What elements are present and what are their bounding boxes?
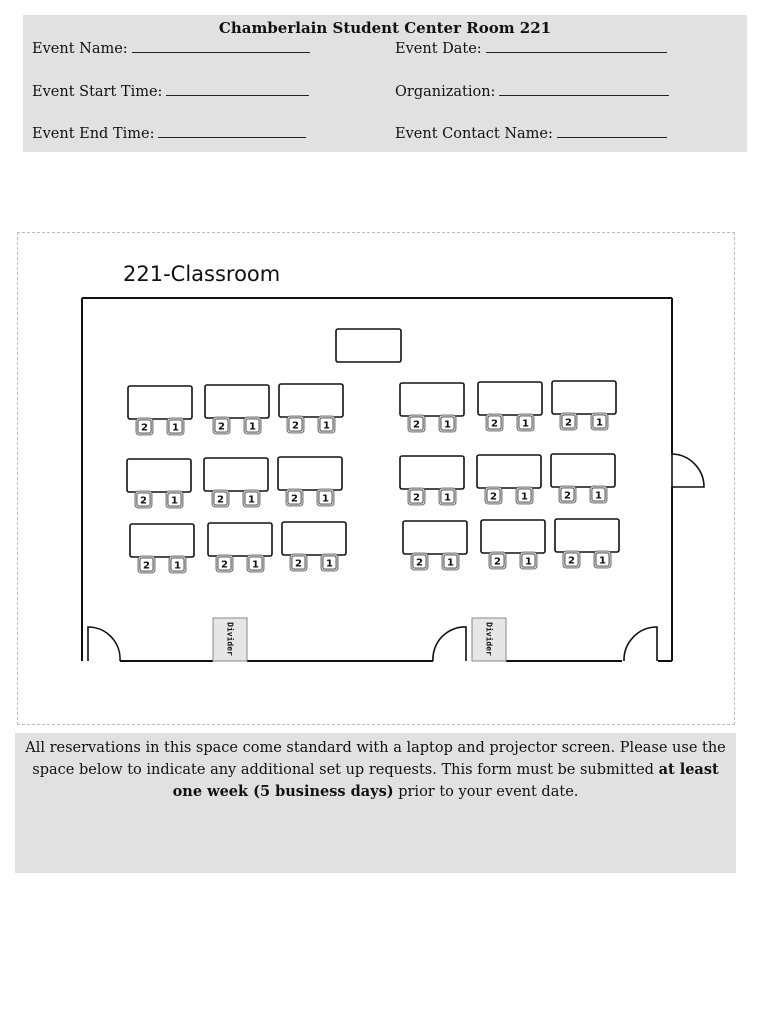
student-table-8 xyxy=(204,458,268,507)
table-top xyxy=(204,458,268,491)
chair xyxy=(247,555,264,572)
chair-label: 2 xyxy=(564,490,571,502)
chair xyxy=(317,489,334,506)
event-contact-name-label: Event Contact Name: xyxy=(395,126,553,142)
chair-label: 1 xyxy=(172,422,179,434)
table-top xyxy=(477,455,541,488)
chair xyxy=(136,418,153,435)
chair-label: 1 xyxy=(171,495,178,507)
door-east xyxy=(672,454,704,487)
chair-label: 1 xyxy=(521,491,528,503)
student-table-2 xyxy=(205,385,269,434)
table-top xyxy=(400,456,464,489)
chair xyxy=(442,553,459,570)
chair xyxy=(286,489,303,506)
chair xyxy=(216,555,233,572)
table-top xyxy=(279,384,343,417)
chair-label: 1 xyxy=(447,557,454,569)
chair-label: 2 xyxy=(221,559,228,571)
chair-label: 2 xyxy=(490,491,497,503)
chair xyxy=(212,490,229,507)
table-top xyxy=(552,381,616,414)
chair-label: 2 xyxy=(413,419,420,431)
setup-requests-box[interactable] xyxy=(15,733,736,873)
event-start-time-label: Event Start Time: xyxy=(32,84,163,100)
chair-label: 2 xyxy=(218,421,225,433)
student-table-3 xyxy=(279,384,343,433)
chair xyxy=(167,418,184,435)
divider-left-label: Divider xyxy=(225,622,235,656)
table-top xyxy=(481,520,545,553)
chair-label: 2 xyxy=(291,493,298,505)
chair xyxy=(244,417,261,434)
chair-label: 1 xyxy=(522,418,529,430)
student-table-15 xyxy=(282,522,346,571)
chair-label: 2 xyxy=(292,420,299,432)
table-top xyxy=(555,519,619,552)
chair xyxy=(138,556,155,573)
room-label: 221-Classroom xyxy=(123,262,281,286)
chair-label: 1 xyxy=(596,417,603,429)
chair xyxy=(169,556,186,573)
chair xyxy=(408,488,425,505)
table-top xyxy=(128,386,192,419)
table-top xyxy=(127,459,191,492)
table-top xyxy=(130,524,194,557)
chair-label: 2 xyxy=(140,495,147,507)
door-center xyxy=(433,627,466,661)
chair-label: 1 xyxy=(252,559,259,571)
student-table-5 xyxy=(478,382,542,431)
table-top xyxy=(403,521,467,554)
door-right xyxy=(624,627,657,661)
table-top xyxy=(205,385,269,418)
chair-label: 2 xyxy=(295,558,302,570)
student-table-7 xyxy=(127,459,191,508)
chair xyxy=(594,551,611,568)
student-table-16 xyxy=(403,521,467,570)
chair-label: 2 xyxy=(217,494,224,506)
chair xyxy=(213,417,230,434)
notes-text xyxy=(25,738,726,803)
chair xyxy=(485,487,502,504)
chair xyxy=(591,413,608,430)
chair-label: 2 xyxy=(568,555,575,567)
chair xyxy=(439,488,456,505)
chair xyxy=(408,415,425,432)
chair xyxy=(439,415,456,432)
event-name-label: Event Name: xyxy=(32,41,128,57)
chair xyxy=(290,554,307,571)
event-date-label: Event Date: xyxy=(395,41,482,57)
chair-label: 1 xyxy=(248,494,255,506)
chair-label: 1 xyxy=(323,420,330,432)
table-top xyxy=(282,522,346,555)
chair-label: 2 xyxy=(416,557,423,569)
student-table-13 xyxy=(130,524,194,573)
chair xyxy=(563,551,580,568)
notes-text-bold: at least one week (5 business days) xyxy=(172,761,719,800)
student-table-1 xyxy=(128,386,192,435)
student-table-14 xyxy=(208,523,272,572)
chair xyxy=(486,414,503,431)
chair xyxy=(520,552,537,569)
chair-label: 2 xyxy=(565,417,572,429)
student-table-9 xyxy=(278,457,342,506)
chair-label: 1 xyxy=(599,555,606,567)
chair-label: 1 xyxy=(444,492,451,504)
chair xyxy=(135,491,152,508)
student-table-12 xyxy=(551,454,615,503)
table-top xyxy=(551,454,615,487)
student-table-10 xyxy=(400,456,464,505)
chair-label: 2 xyxy=(494,556,501,568)
student-table-6 xyxy=(552,381,616,430)
table-top xyxy=(208,523,272,556)
student-tables xyxy=(127,381,619,573)
chair xyxy=(318,416,335,433)
chair-label: 2 xyxy=(141,422,148,434)
chair xyxy=(243,490,260,507)
chair xyxy=(559,486,576,503)
chair-label: 1 xyxy=(322,493,329,505)
chair-label: 1 xyxy=(326,558,333,570)
chair xyxy=(517,414,534,431)
event-end-time-label: Event End Time: xyxy=(32,126,155,142)
student-table-18 xyxy=(555,519,619,568)
divider-center-label: Divider xyxy=(484,622,494,656)
divider-left xyxy=(213,618,247,661)
chair xyxy=(489,552,506,569)
student-table-4 xyxy=(400,383,464,432)
form-title: Chamberlain Student Center Room 221 xyxy=(218,19,552,37)
chair-label: 1 xyxy=(249,421,256,433)
chair-label: 1 xyxy=(595,490,602,502)
chair xyxy=(321,554,338,571)
door-left xyxy=(88,627,120,661)
notes-text-part1: All reservations in this space come standard with a laptop and projector screen. Please use the space below to indicate any additional set up requests. This form must be submitted xyxy=(25,740,726,778)
student-table-11 xyxy=(477,455,541,504)
student-table-17 xyxy=(481,520,545,569)
table-top xyxy=(278,457,342,490)
chair xyxy=(411,553,428,570)
chair xyxy=(560,413,577,430)
chair xyxy=(590,486,607,503)
chair-label: 2 xyxy=(143,560,150,572)
chair-label: 2 xyxy=(491,418,498,430)
chair-label: 1 xyxy=(444,419,451,431)
notes-text-part2: prior to your event date. xyxy=(393,784,579,800)
chair-label: 1 xyxy=(525,556,532,568)
instructor-table xyxy=(336,329,401,362)
chair xyxy=(287,416,304,433)
organization-label: Organization: xyxy=(395,84,496,100)
chair xyxy=(166,491,183,508)
divider-center xyxy=(472,618,506,661)
table-top xyxy=(478,382,542,415)
table-top xyxy=(400,383,464,416)
chair xyxy=(516,487,533,504)
chair-label: 1 xyxy=(174,560,181,572)
chair-label: 2 xyxy=(413,492,420,504)
